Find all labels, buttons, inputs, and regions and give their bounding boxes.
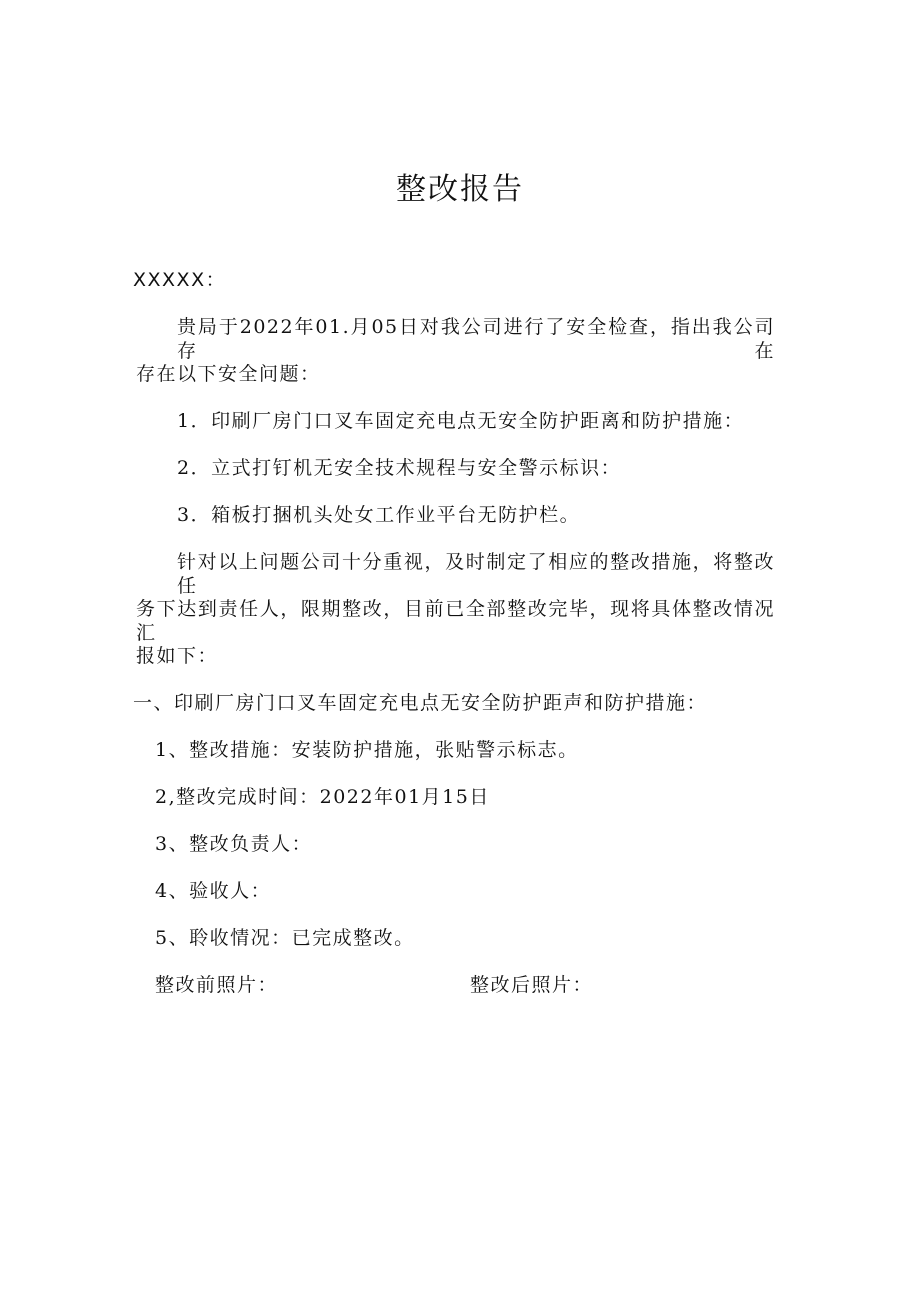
salutation: XXXXX： [133, 269, 227, 291]
section-1-item-5: 5、聆收情况：已完成整改。 [155, 927, 415, 949]
photo-after-label: 整改后照片： [470, 974, 594, 996]
photo-before-label: 整改前照片： [155, 974, 279, 996]
issue-item-2: 2．立式打钉机无安全技术规程与安全警示标识： [177, 457, 622, 479]
section-1-heading: 一、印刷厂房门口叉车固定充电点无安全防护距声和防护措施： [133, 692, 708, 714]
section-1-item-1: 1、整改措施：安装防护措施，张贴警示标志。 [155, 739, 579, 761]
section-1-item-2: 2,整改完成时间：2022年01月15日 [155, 786, 490, 808]
intro-line-1: 贵局于2022年01.月05日对我公司进行了安全检查，指出我公司存在 [177, 316, 775, 362]
response-line-1: 针对以上问题公司十分重视，及时制定了相应的整改措施，将整改任 [177, 551, 775, 597]
page-title: 整改报告 [396, 172, 524, 207]
issue-item-1: 1．印刷厂房门口叉车固定充电点无安全防护距离和防护措施： [177, 410, 745, 432]
response-line-3: 报如下： [136, 645, 219, 667]
intro-line-2: 存在以下安全问题： [136, 363, 321, 385]
section-1-item-4: 4、验收人： [155, 880, 272, 902]
issue-item-3: 3．箱板打捆机头处女工作业平台无防护栏。 [177, 504, 581, 526]
section-1-item-3: 3、整改负责人： [155, 833, 313, 855]
response-line-2: 务下达到责任人，限期整改，目前已全部整改完毕，现将具体整改情况汇 [136, 598, 775, 644]
